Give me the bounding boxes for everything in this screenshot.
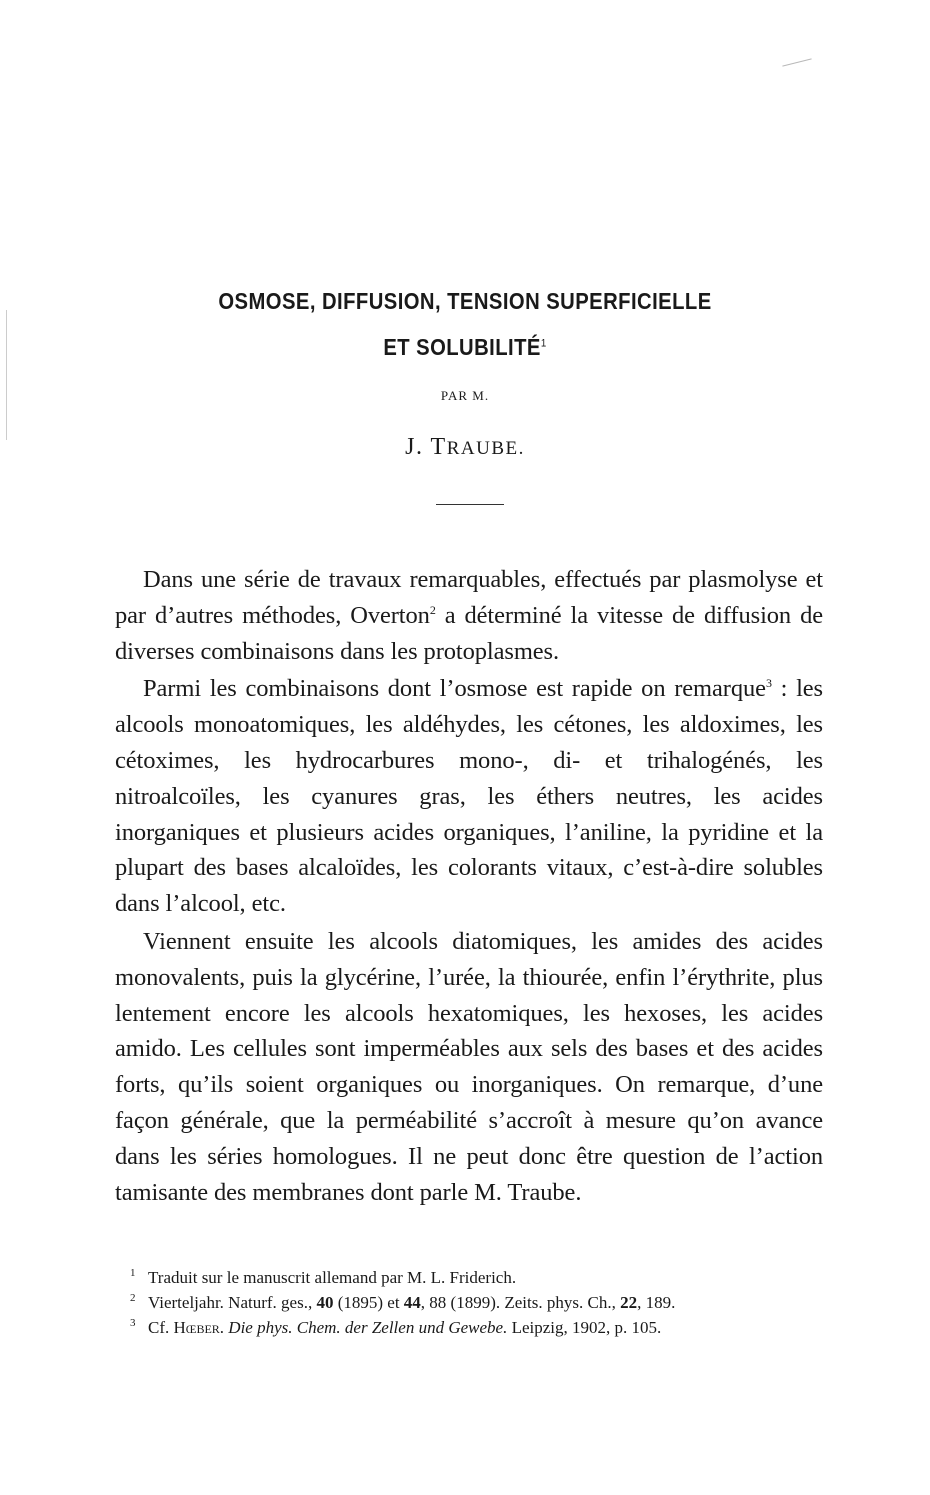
footnote-3-text-a: Cf. [148,1318,174,1337]
author-initial: J. T [405,434,447,460]
paragraph-1-after: a déterminé la vitesse de diffusion de diverses combinaisons dans les protoplasmes. [115,601,824,665]
footnote-3: 3 Cf. Hœber. Die phys. Chem. der Zellen und Gewebe. Leipzig, 1902, p. 105. [130,1317,662,1337]
footnote-ref-2: 2 [429,602,436,617]
paragraph-2-after: : les alcools monoatomiques, les aldéhydes, les cétones, les aldoximes, les cétoximes, les hydrocarbures mono-, di- et trihalogénés, les nitroalcoïles, les cyanures gras, les éthers neutres, les acides inorganiques et plusieurs acides organiques, l’aniline, la pyridine et la plupart des bases alcaloïdes, les colorants vitaux, c’est-à-dire solubles dans l’alcool, etc. [115,675,823,918]
footnote-2-volume-3: 22 [620,1293,638,1312]
footnote-3-book-title: Die phys. Chem. der Zellen und Gewebe. [228,1318,508,1337]
footnote-1-text: Traduit sur le manuscrit allemand par M. L. Friderich. [148,1268,517,1287]
footnote-2: 2 Vierteljahr. Naturf. ges., 40 (1895) et 44, 88 (1899). Zeits. phys. Ch., 22, 189. [130,1292,676,1312]
paragraph-1-before: Dans une série de travaux remarquables, effectués par plasmolyse et par d’autres méthodes, Overton [115,566,823,629]
byline: PAR M. [440,388,490,403]
scan-corner-mark [782,58,811,66]
footnote-2-text-e: , 88 (1899). Zeits. phys. Ch., [420,1293,621,1312]
article-title-line-2-text: ET SOLUBILITÉ [383,334,541,360]
paragraph-1 [115,562,823,669]
footnote-2-text-a: Vierteljahr. Naturf. ges., [148,1293,317,1312]
paragraph-2 [115,671,823,922]
paragraph-3: Viennent ensuite les alcools diatomiques, les amides des acides monovalents, puis la glycérine, l’urée, la thiourée, enfin l’érythrite, plus lentement encore les alcools hexatomiques, les hexoses, les acides amido. Les cellules sont imperméables aux sels des bases et des acides forts, qu’ils soient organiques ou inorganiques. On remarque, d’une façon générale, que la perméabilité s’accroît à mesure qu’on avance dans les séries homologues. Il ne peut donc être question de l’action tamisante des membranes dont parle M. Traube. [115,927,823,1206]
footnotes [130,1265,830,1340]
author-name [0,434,930,461]
body-text [115,562,823,1210]
footnote-2-volume-2: 44 [403,1293,421,1312]
footnote-ref-3: 3 [765,676,772,691]
article-title-line-2 [56,334,874,361]
scan-margin-mark [6,310,7,440]
paragraph-2-before: Parmi les combinaisons dont l’osmose est rapide on remarque [143,675,766,703]
author-surname-rest: RAUBE. [446,438,525,459]
section-rule [436,504,504,505]
title-footnote-ref: 1 [540,337,547,350]
footnote-1: 1 Traduit sur le manuscrit allemand par M. L. Friderich. [130,1267,517,1287]
footnote-3-author: Hœber [173,1318,220,1337]
footnote-2-text-c: (1895) et [333,1293,404,1312]
article-title-line-1: OSMOSE, DIFFUSION, TENSION SUPERFICIELLE [218,288,712,314]
footnote-2-volume-1: 40 [316,1293,334,1312]
footnote-2-text-g: , 189. [637,1293,676,1312]
footnote-3-text-e: Leipzig, 1902, p. 105. [507,1318,662,1337]
footnote-3-text-c: . [219,1318,229,1337]
